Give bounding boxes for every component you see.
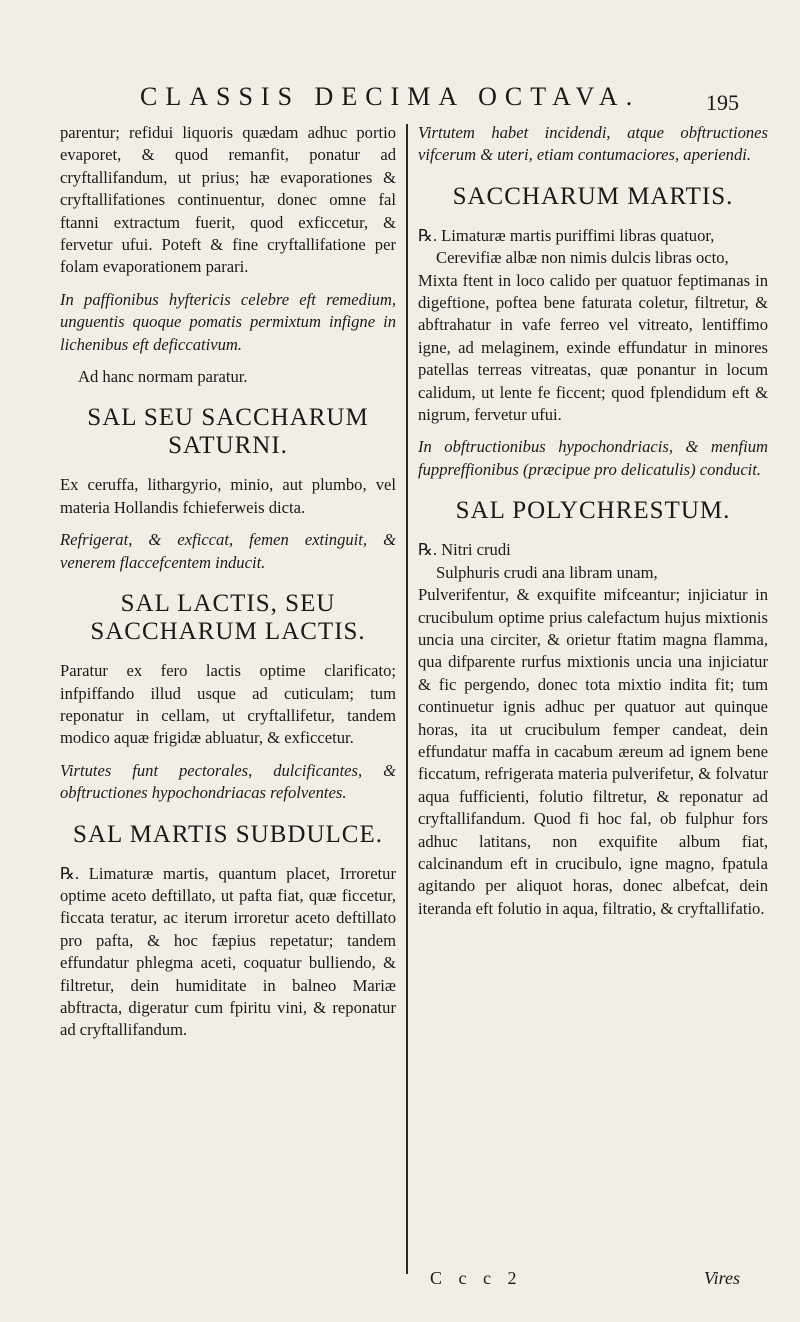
recipe-ingredient: Sulphuris crudi ana libram unam,	[436, 562, 658, 582]
section-heading: SAL POLYCHRESTUM.	[455, 497, 731, 525]
paragraph: Paratur ex fero lactis optime clarificato; infpiffando illud usque ad cuticulam; tum reponatur in cellam, ut cryftallifetur, tandem modico aquæ frigidæ abluatur, & exficcetur.	[60, 661, 396, 748]
paragraph: Ad hanc normam paratur.	[78, 367, 248, 387]
recipe-ingredient: ℞. Nitri crudi	[418, 540, 511, 560]
running-head: CLASSIS DECIMA OCTAVA.	[140, 82, 641, 111]
paragraph: parentur; refidui liquoris quædam adhuc portio evaporet, & quod remanfit, ponatur ad cryftallifandum, ut prius; hæ evaporationes & cryftallifationes continuentur, donec omne fal ftanni extractum fuerit, quod exficcetur, & fervetur ufui. Poteft & fine cryftallifatione per folam evaporationem parari.	[60, 123, 396, 277]
page-number: 195	[706, 90, 739, 115]
paragraph: Pulverifentur, & exquifite mifceantur; injiciatur in crucibulum optime prius calefactum hujus mixtionis uncia una circiter, & orietur ftatim magna flamma, qua difparente rurfus mixtionis uncia una injiciatur & fic pergendo, donec tota mixtio indita fit; tum continuetur ignis adhuc per quatuor aut quinque horas, ita ut crucibulum femper candeat, dein effundatur maffa in cacabum æreum ad ignem bene ficcatum, refrigerata materia pulverifetur, & folvatur aqua fufficienti, folutio filtretur, & reponatur ad cryftallifandum. Quod fi hoc fal, ob fulphur fors adhuc latitans, non exquifite album fiat, calcinandum eft in crucibulo, igne magno, fpatula agitando per aliquot horas, donec albefcat, dein iteranda eft folutio in aqua, filtratio, & cryftallifatio.	[418, 585, 768, 918]
recipe-ingredient: Cerevifiæ albæ non nimis dulcis libras octo,	[436, 248, 729, 268]
section-heading: SACCHARUM MARTIS.	[452, 182, 734, 210]
paragraph-virtues: Virtutes funt pectorales, dulcificantes, & obftructiones hypochondriacas refolventes.	[60, 760, 396, 803]
paragraph-virtues: In obftructionibus hypochondriacis, & menfium fuppreffionibus (præcipue pro delicatulis) conducit.	[418, 437, 768, 479]
right-column	[418, 122, 768, 930]
paragraph: Ex ceruffa, lithargyrio, minio, aut plumbo, vel materia Hollandis fchieferweis dicta.	[60, 475, 396, 517]
paragraph-virtues: Virtutem habet incidendi, atque obftructiones vifcerum & uteri, etiam contumaciores, aperiendi.	[418, 123, 768, 165]
column-divider	[406, 124, 408, 1274]
signature-mark: C c c 2	[430, 1268, 523, 1288]
recipe-paragraph: ℞. Limaturæ martis, quantum placet, Irroretur optime aceto deftillato, ut pafta fiat, quæ ficcetur, ficcata teratur, ac iterum irroretur aceto deftillato pro pafta, & hoc fæpius repetatur; tandem effundatur phlegma aceti, coquatur bulliendo, & filtretur, dein humiditate in balneo Mariæ abftracta, digeratur cum fpiritu vini, & reponatur ad cryftallifandum.	[60, 863, 396, 1040]
recipe-ingredient: ℞. Limaturæ martis puriffimi libras quatuor,	[418, 225, 715, 245]
section-heading: SAL SEU SACCHARUM SATURNI.	[87, 404, 369, 460]
paragraph-virtues: In paffionibus hyftericis celebre eft remedium, unguentis quoque pomatis permixtum infigne in lichenibus eft deficcativum.	[60, 289, 396, 354]
left-column	[60, 122, 396, 1052]
paragraph: Mixta ftent in loco calido per quatuor feptimanas in digeftione, poftea bene faturata coletur, filtretur, & abftrahatur in vafe ferreo vel vitreato, lentiffimo igne, ad melaginem, exinde effundatur in minores patellas terreas vitreatas, quæ ponantur in locum calidum, ut lente fe ficcent; quod fplendidum eft & nigrum, fervetur ufui.	[418, 270, 768, 425]
section-heading: SAL MARTIS SUBDULCE.	[73, 820, 383, 848]
section-heading: SAL LACTIS, SEU SACCHARUM LACTIS.	[90, 590, 366, 646]
catchword: Vires	[704, 1268, 740, 1288]
paragraph-virtues: Refrigerat, & exficcat, femen extinguit, & venerem flaccefcentem inducit.	[60, 530, 396, 572]
